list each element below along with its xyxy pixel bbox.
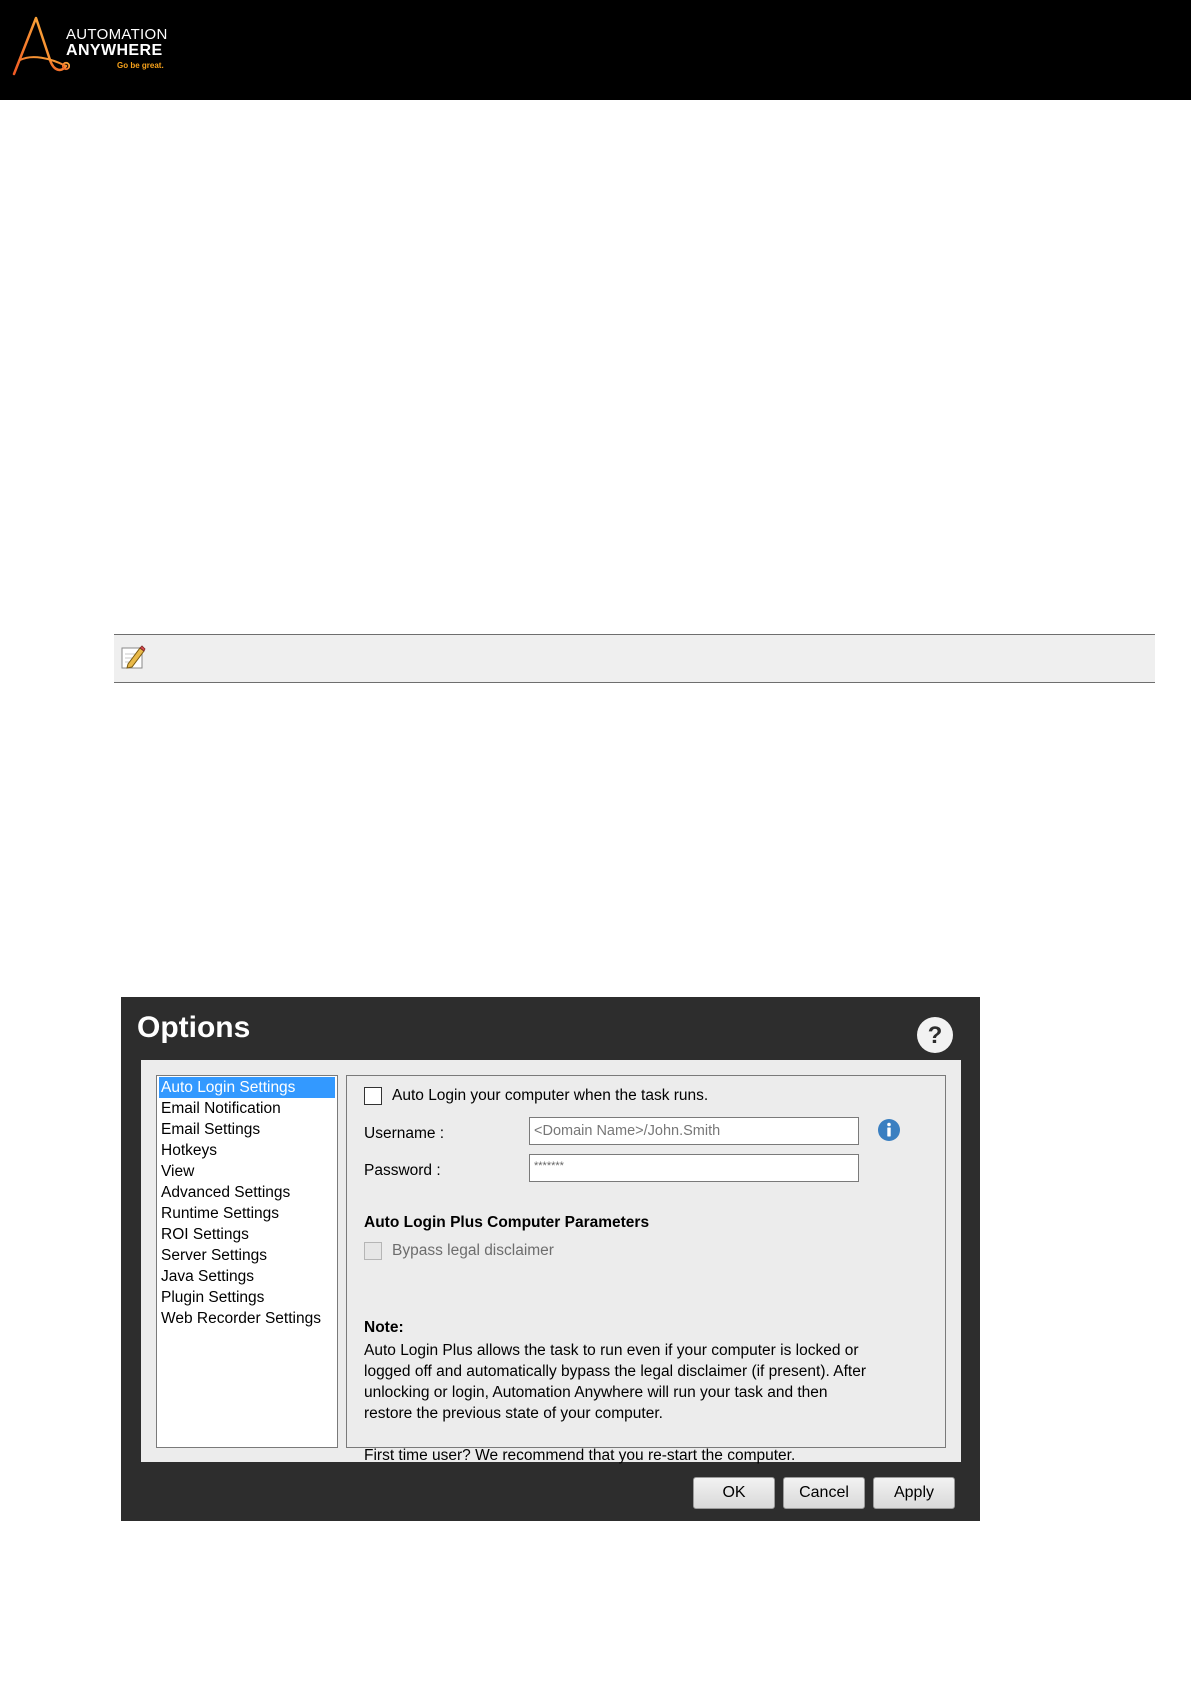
nav-item-runtime-settings[interactable]: Runtime Settings xyxy=(161,1205,280,1222)
nav-item-plugin-settings[interactable]: Plugin Settings xyxy=(161,1289,265,1306)
page-header xyxy=(0,0,1191,100)
pencil-note-icon xyxy=(120,644,146,670)
note-heading: Note: xyxy=(364,1319,404,1336)
nav-item-web-recorder-settings[interactable]: Web Recorder Settings xyxy=(161,1310,321,1327)
first-time-user-note: First time user? We recommend that you re-start the computer. xyxy=(364,1447,796,1464)
nav-item-email-settings[interactable]: Email Settings xyxy=(161,1121,261,1138)
auto-login-plus-heading: Auto Login Plus Computer Parameters xyxy=(364,1214,650,1231)
password-label: Password : xyxy=(364,1162,441,1179)
settings-category-list[interactable] xyxy=(156,1075,338,1448)
note-bar xyxy=(114,634,1155,683)
note-line: logged off and automatically bypass the legal disclaimer (if present). After xyxy=(364,1363,867,1380)
automation-anywhere-logo xyxy=(10,14,210,80)
bypass-legal-disclaimer-checkbox[interactable] xyxy=(364,1242,382,1260)
nav-item-roi-settings[interactable]: ROI Settings xyxy=(161,1226,249,1243)
cancel-button[interactable]: Cancel xyxy=(783,1477,865,1509)
dialog-title: Options xyxy=(137,1011,251,1044)
apply-button[interactable]: Apply xyxy=(873,1477,955,1509)
nav-item-email-notification[interactable]: Email Notification xyxy=(161,1100,281,1117)
password-input[interactable]: ******* xyxy=(529,1154,859,1182)
nav-item-advanced-settings[interactable]: Advanced Settings xyxy=(161,1184,291,1201)
logo-wordmark-line2: ANYWHERE xyxy=(66,42,163,59)
note-line: Auto Login Plus allows the task to run even if your computer is locked or xyxy=(364,1342,859,1359)
auto-login-checkbox-label: Auto Login your computer when the task runs. xyxy=(392,1087,709,1104)
username-input[interactable]: <Domain Name>/John.Smith xyxy=(529,1117,859,1145)
ok-button[interactable]: OK xyxy=(693,1477,775,1509)
username-label: Username : xyxy=(364,1125,445,1142)
question-mark-icon[interactable] xyxy=(916,1016,954,1054)
svg-text:?: ? xyxy=(927,1022,943,1049)
nav-item-auto-login-settings[interactable]: Auto Login Settings xyxy=(159,1077,335,1098)
note-line: unlocking or login, Automation Anywhere will run your task and then xyxy=(364,1384,828,1401)
options-dialog xyxy=(121,997,980,1521)
note-section xyxy=(364,1317,934,1466)
note-line: restore the previous state of your computer. xyxy=(364,1405,663,1422)
nav-item-view[interactable]: View xyxy=(161,1163,195,1180)
logo-wordmark-line1: AUTOMATION xyxy=(66,26,168,43)
nav-item-hotkeys[interactable]: Hotkeys xyxy=(161,1142,217,1159)
nav-item-server-settings[interactable]: Server Settings xyxy=(161,1247,267,1264)
logo-tagline: Go be great. xyxy=(117,61,164,70)
auto-login-checkbox[interactable] xyxy=(364,1087,382,1105)
nav-item-java-settings[interactable]: Java Settings xyxy=(161,1268,255,1285)
dialog-body xyxy=(141,1060,961,1462)
auto-login-settings-panel xyxy=(346,1075,946,1464)
info-icon[interactable] xyxy=(877,1118,901,1142)
logo-a-mark-icon xyxy=(10,14,70,80)
bypass-legal-disclaimer-label: Bypass legal disclaimer xyxy=(392,1242,554,1259)
